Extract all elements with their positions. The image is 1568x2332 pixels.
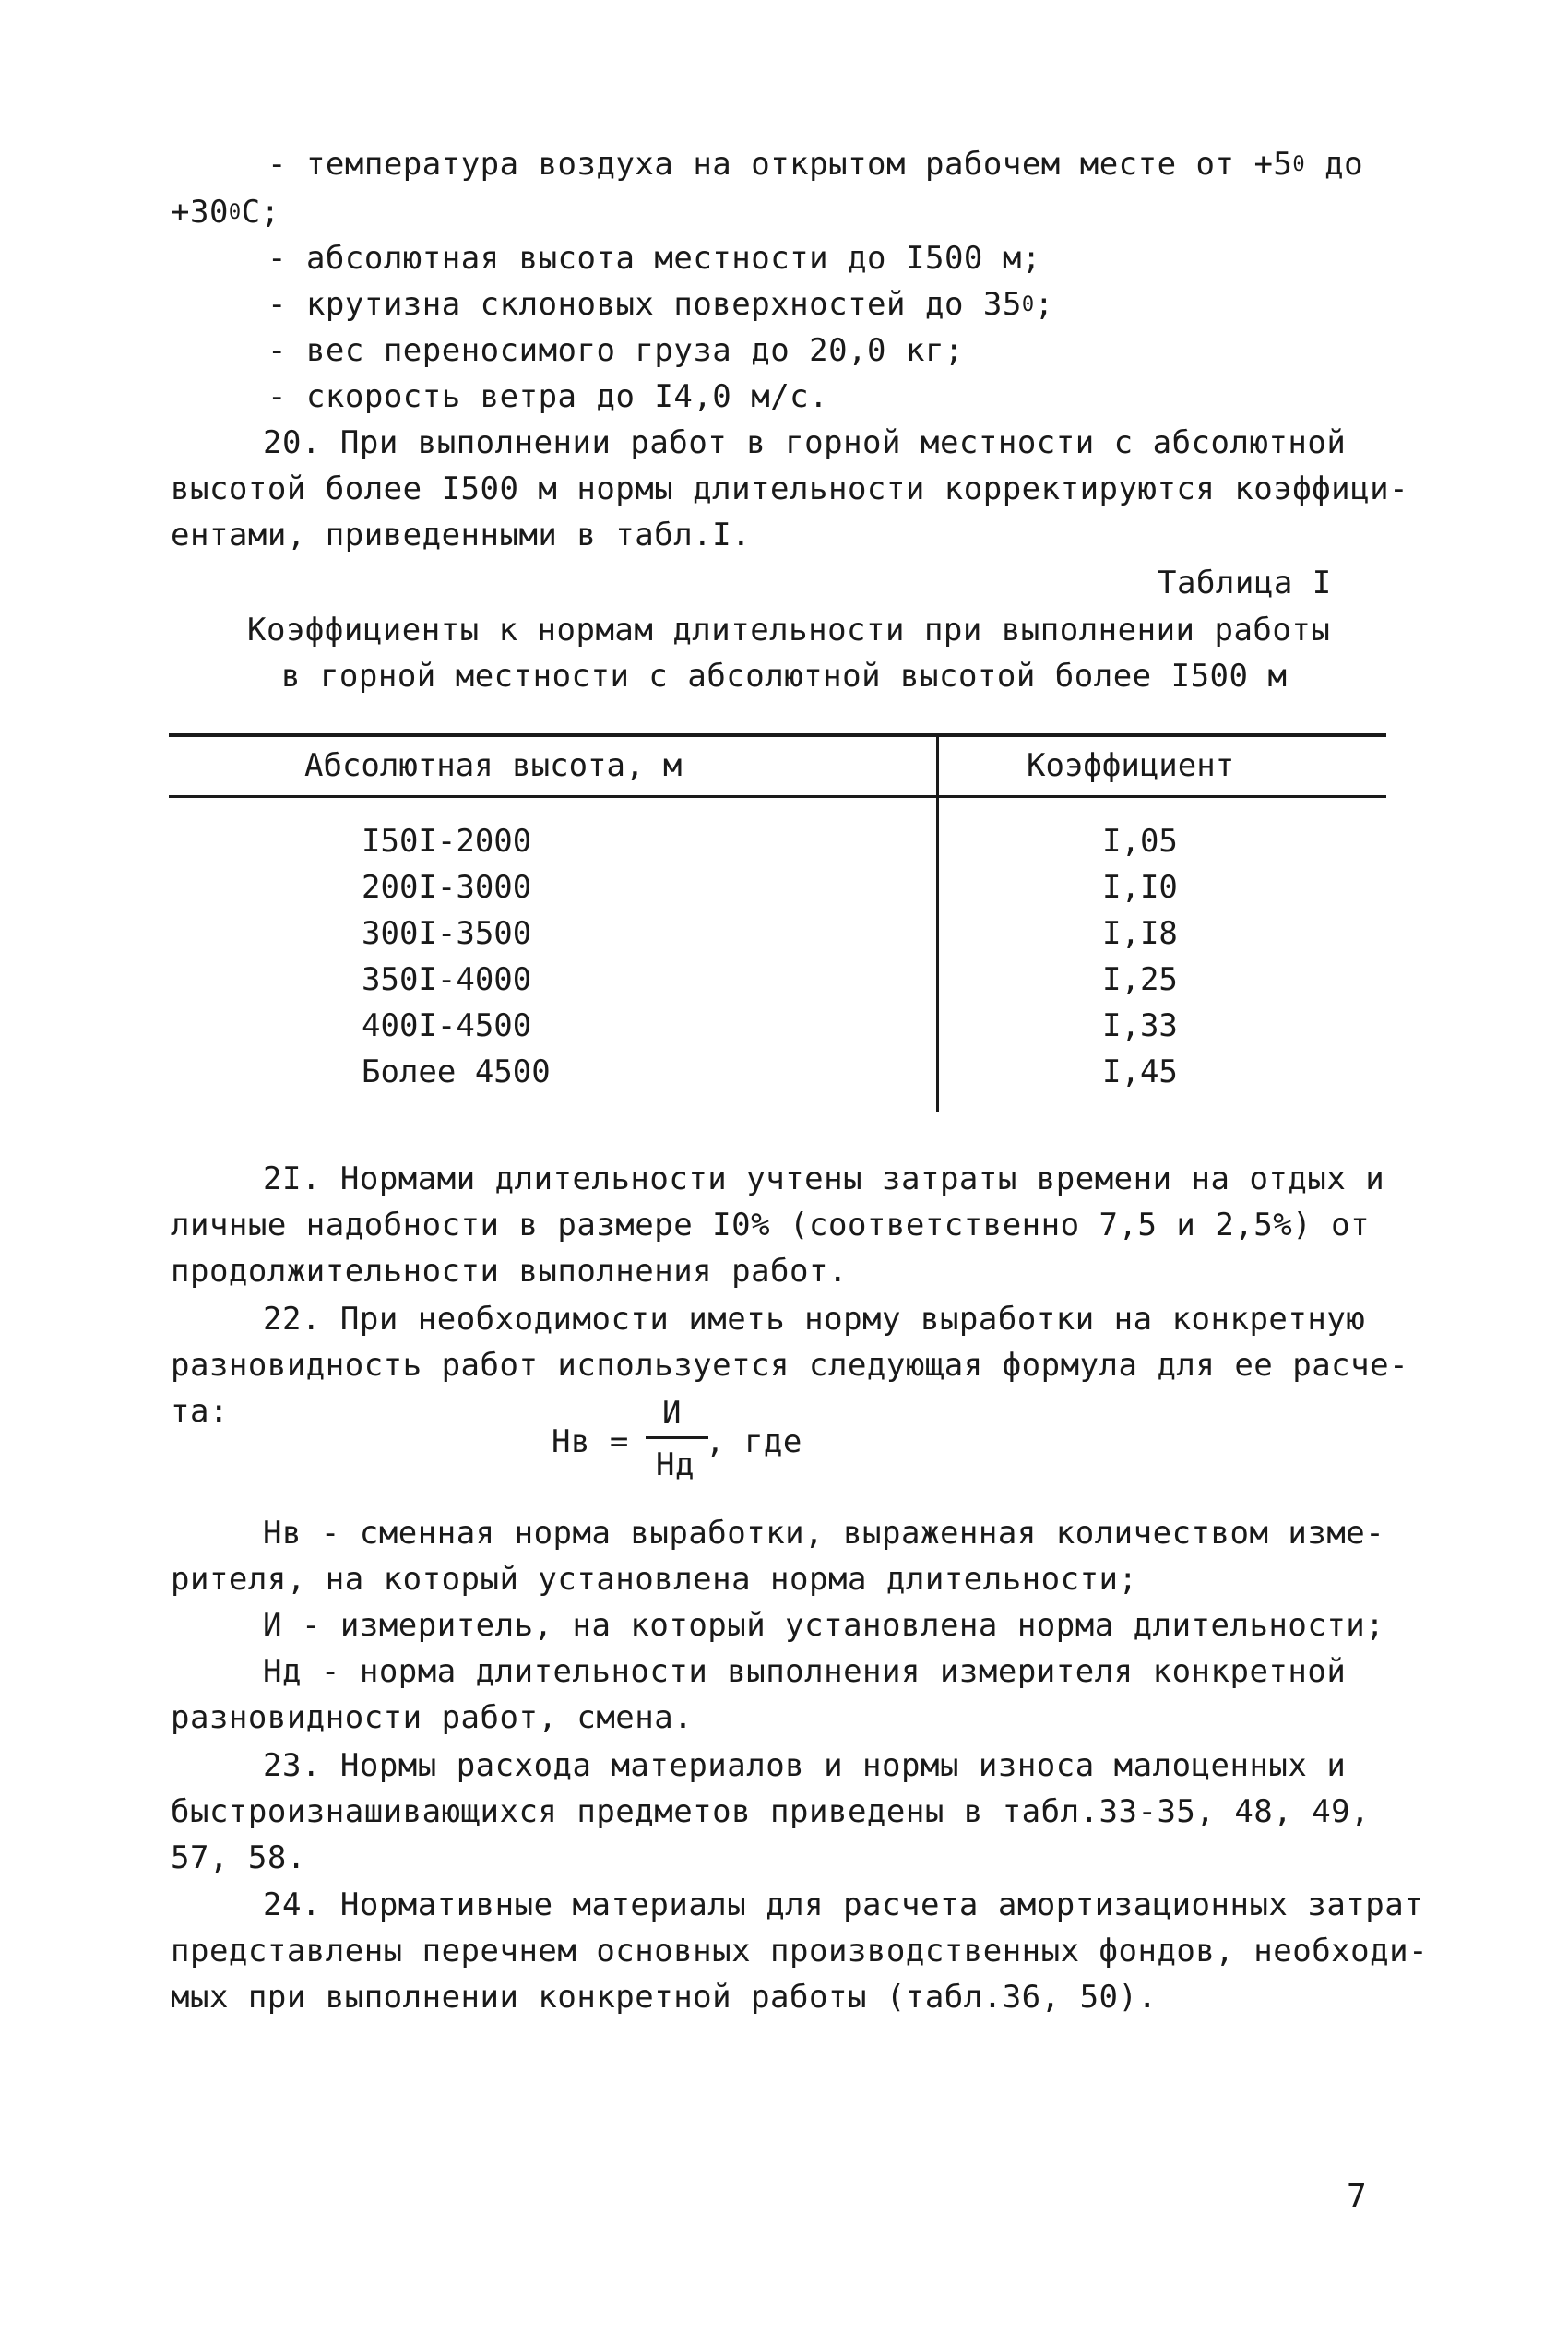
definition-line: И - измеритель, на который установлена норма длительности; — [263, 1607, 1385, 1644]
table-cell-altitude: 300I-3500 — [362, 915, 532, 952]
list-item: - скорость ветра до I4,0 м/с. — [267, 378, 829, 415]
table-cell-altitude: 200I-3000 — [362, 869, 532, 906]
table-cell-altitude: I50I-2000 — [362, 823, 532, 860]
paragraph-23-line: 57, 58. — [171, 1839, 306, 1876]
paragraph-20-line: 20. При выполнении работ в горной местности с абсолютной — [263, 424, 1347, 461]
list-item: - вес переносимого груза до 20,0 кг; — [267, 332, 964, 369]
table-cell-coefficient: I,25 — [1102, 961, 1178, 998]
list-item: - крутизна склоновых поверхностей до $35^0$; — [267, 286, 1054, 323]
paragraph-24-line: мых при выполнении конкретной работы (табл.36, 50). — [171, 1979, 1158, 2016]
table-cell-coefficient: I,I0 — [1102, 869, 1178, 906]
definition-line: Нв - сменная норма выработки, выраженная количеством изме- — [263, 1515, 1385, 1552]
table-column-divider — [936, 733, 939, 1112]
paragraph-22-line: разновидность работ используется следующая формула для ее расче- — [171, 1347, 1409, 1384]
table-label: Таблица I — [1158, 565, 1332, 601]
page-number: 7 — [1347, 2178, 1368, 2216]
table-cell-altitude: 400I-4500 — [362, 1007, 532, 1044]
table-header-rule — [169, 795, 1386, 798]
paragraph-22-line: 22. При необходимости иметь норму выработки на конкретную — [263, 1301, 1366, 1338]
formula-numerator: И — [662, 1395, 682, 1432]
paragraph-23-line: 23. Нормы расхода материалов и нормы износа малоценных и — [263, 1747, 1347, 1784]
paragraph-23-line: быстроизнашивающихся предметов приведены в табл.33-35, 48, 49, — [171, 1793, 1371, 1830]
paragraph-22-line: та: — [171, 1393, 229, 1430]
formula-fraction-bar — [646, 1436, 708, 1439]
table-cell-altitude: Более 4500 — [362, 1053, 551, 1090]
paragraph-20-line: высотой более I500 м нормы длительности корректируются коэффици- — [171, 470, 1409, 507]
table-cell-coefficient: I,45 — [1102, 1053, 1178, 1090]
paragraph-24-line: представлены перечнем основных производственных фондов, необходи- — [171, 1933, 1429, 1969]
list-item: - абсолютная высота местности до I500 м; — [267, 240, 1041, 277]
definition-line: Нд - норма длительности выполнения измерителя конкретной — [263, 1653, 1347, 1690]
table-cell-coefficient: I,05 — [1102, 823, 1178, 860]
table-header-coefficient: Коэффициент — [1027, 747, 1235, 784]
formula-tail: , где — [706, 1423, 802, 1460]
definition-line: рителя, на который установлена норма длительности; — [171, 1561, 1138, 1598]
table-cell-altitude: 350I-4000 — [362, 961, 532, 998]
table-top-rule — [169, 733, 1386, 737]
table-header-altitude: Абсолютная высота, м — [304, 747, 683, 784]
table-cell-coefficient: I,I8 — [1102, 915, 1178, 952]
list-item: - температура воздуха на открытом рабочем месте от $+5^0$ до — [267, 146, 1364, 183]
paragraph-21-line: 2I. Нормами длительности учтены затраты времени на отдых и — [263, 1160, 1385, 1197]
table-caption: в горной местности с абсолютной высотой более I500 м — [281, 658, 1288, 695]
paragraph-21-line: продолжительности выполнения работ. — [171, 1253, 848, 1290]
table-cell-coefficient: I,33 — [1102, 1007, 1178, 1044]
table-caption: Коэффициенты к нормам длительности при выполнении работы — [247, 612, 1331, 648]
paragraph-20-line: ентами, приведенными в табл.I. — [171, 517, 752, 553]
definition-line: разновидности работ, смена. — [171, 1699, 694, 1736]
formula-lhs: Нв = — [552, 1423, 629, 1460]
list-item: $+30^0С$; — [171, 194, 280, 231]
paragraph-21-line: личные надобности в размере I0% (соответственно 7,5 и 2,5%) от — [171, 1207, 1371, 1243]
formula-denominator: Нд — [656, 1446, 695, 1483]
paragraph-24-line: 24. Нормативные материалы для расчета амортизационных затрат — [263, 1886, 1424, 1923]
